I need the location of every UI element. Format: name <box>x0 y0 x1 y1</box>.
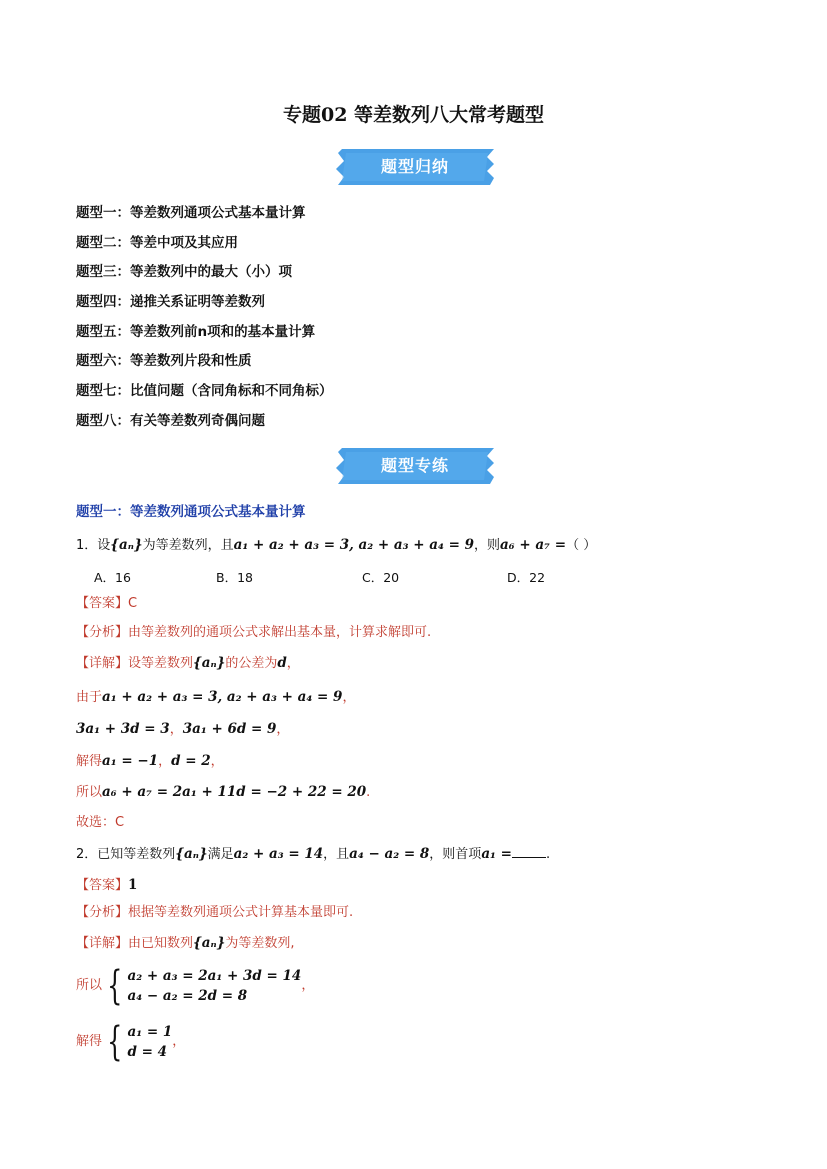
step-text: ， <box>301 978 315 993</box>
answer-blank <box>512 845 546 858</box>
question-number: 1． <box>76 538 98 553</box>
detail-text: 设等差数列 <box>128 656 194 671</box>
detail-line <box>76 934 294 953</box>
step-text: 所以 <box>76 978 103 993</box>
solution-step-2 <box>76 720 289 739</box>
equation-brace <box>102 1019 173 1065</box>
question-text: ，且 <box>323 847 350 862</box>
math-expression: {aₙ} <box>193 935 226 951</box>
answer-line <box>76 876 137 895</box>
math-expression: d = 4 <box>127 1044 168 1060</box>
topic-item: 题型八：有关等差数列奇偶问题 <box>76 412 265 429</box>
option-d: D．22 <box>507 570 546 585</box>
math-expression: a₄ − a₂ = 2d = 8 <box>127 988 248 1004</box>
math-expression: {aₙ} <box>175 846 208 862</box>
step-text: 解得 <box>76 754 103 769</box>
answer-value: C <box>128 596 138 611</box>
math-expression: a₆ + a₇ = 2a₁ + 11d = −2 + 22 = 20 <box>102 784 367 800</box>
math-expression: a₁ = −1 <box>102 753 159 769</box>
math-expression: a₁ + a₂ + a₃ = 3, a₂ + a₃ + a₄ = 9 <box>102 689 343 705</box>
answer-value: 1 <box>128 877 138 893</box>
conclusion-line <box>76 814 124 832</box>
math-expression: a₄ − a₂ = 8 <box>349 846 430 862</box>
math-expression: a₁ = <box>481 846 512 862</box>
math-expression: a₁ + a₂ + a₃ = 3, a₂ + a₃ + a₄ = 9 <box>233 537 475 553</box>
topic-list <box>76 202 333 440</box>
math-expression: 3a₁ + 6d = 9 <box>182 721 277 737</box>
topic-item: 题型三：等差数列中的最大（小）项 <box>76 264 292 281</box>
math-expression: 3a₁ + 3d = 3 <box>76 721 170 737</box>
math-expression: d <box>277 655 287 671</box>
section-banner-summary <box>334 147 496 187</box>
question-1 <box>76 536 596 555</box>
analysis-line <box>76 624 431 642</box>
math-expression: {aₙ} <box>110 537 143 553</box>
question-text: 已知等差数列 <box>97 847 176 862</box>
analysis-tag: 【分析】 <box>76 905 129 920</box>
step-text: . <box>366 785 371 800</box>
detail-text: ， <box>286 656 300 671</box>
analysis-text: 根据等差数列通项公式计算基本量即可. <box>128 905 354 920</box>
step-text: ， <box>158 754 172 769</box>
step-text: 解得 <box>76 1034 103 1049</box>
math-expression: a₆ + a₇ = <box>500 537 567 553</box>
step-text: 所以 <box>76 785 103 800</box>
math-expression: d = 2 <box>171 753 211 769</box>
step-text: ， <box>210 754 224 769</box>
equation-system-2 <box>76 1019 186 1065</box>
topic-item: 题型七：比值问题（含同角标和不同角标） <box>76 383 333 400</box>
equation-brace <box>102 963 302 1009</box>
section-heading: 题型一：等差数列通项公式基本量计算 <box>76 504 306 520</box>
step-text: ， <box>169 722 183 737</box>
math-expression: a₁ = 1 <box>127 1024 173 1040</box>
analysis-line <box>76 904 353 922</box>
topic-item: 题型四：递推关系证明等差数列 <box>76 294 265 311</box>
step-text: ， <box>172 1034 186 1049</box>
detail-text: 为等差数列, <box>225 936 295 951</box>
question-text: ，则 <box>474 538 501 553</box>
option-b: B．18 <box>216 570 253 585</box>
question-text: ，则首项 <box>429 847 482 862</box>
question-2 <box>76 845 550 864</box>
math-expression: a₂ + a₃ = 14 <box>233 846 324 862</box>
detail-tag: 【详解】 <box>76 656 129 671</box>
left-brace-symbol: { <box>107 963 123 1009</box>
option-a: A．16 <box>94 570 131 585</box>
answer-tag: 【答案】 <box>76 878 129 893</box>
solution-step-4 <box>76 783 370 802</box>
detail-tag: 【详解】 <box>76 936 129 951</box>
math-expression: a₂ + a₃ = 2a₁ + 3d = 14 <box>127 968 302 984</box>
detail-text: 的公差为 <box>225 656 278 671</box>
conclusion-value: C <box>115 815 125 830</box>
conclusion-text: 故选： <box>76 815 116 830</box>
analysis-text: 由等差数列的通项公式求解出基本量，计算求解即可. <box>128 625 432 640</box>
topic-item: 题型二：等差中项及其应用 <box>76 234 238 251</box>
step-text: ， <box>276 722 290 737</box>
question-text: 满足 <box>207 847 234 862</box>
step-text: 由于 <box>76 690 103 705</box>
page-title: 专题02 等差数列八大常考题型 <box>282 104 545 126</box>
math-expression: {aₙ} <box>193 655 226 671</box>
step-text: ， <box>342 690 356 705</box>
detail-text: 由已知数列 <box>128 936 194 951</box>
banner-label: 题型归纳 <box>380 157 449 176</box>
question-number: 2． <box>76 847 98 862</box>
question-text: 为等差数列，且 <box>142 538 234 553</box>
answer-paren: （ ） <box>566 538 597 553</box>
solution-step-3 <box>76 752 224 771</box>
topic-item: 题型六：等差数列片段和性质 <box>76 353 252 370</box>
question-text: 设 <box>97 538 111 553</box>
answer-line <box>76 595 137 613</box>
solution-step-1 <box>76 688 355 707</box>
section-banner-practice <box>334 446 496 486</box>
question-text: . <box>545 847 551 862</box>
analysis-tag: 【分析】 <box>76 625 129 640</box>
topic-item: 题型一：等差数列通项公式基本量计算 <box>76 205 306 221</box>
detail-line <box>76 654 300 673</box>
banner-label: 题型专练 <box>380 456 449 475</box>
topic-item: 题型五：等差数列前n项和的基本量计算 <box>76 323 316 340</box>
equation-system-1 <box>76 963 315 1009</box>
left-brace-symbol: { <box>107 1019 123 1065</box>
answer-tag: 【答案】 <box>76 596 129 611</box>
option-c: C．20 <box>362 570 400 585</box>
